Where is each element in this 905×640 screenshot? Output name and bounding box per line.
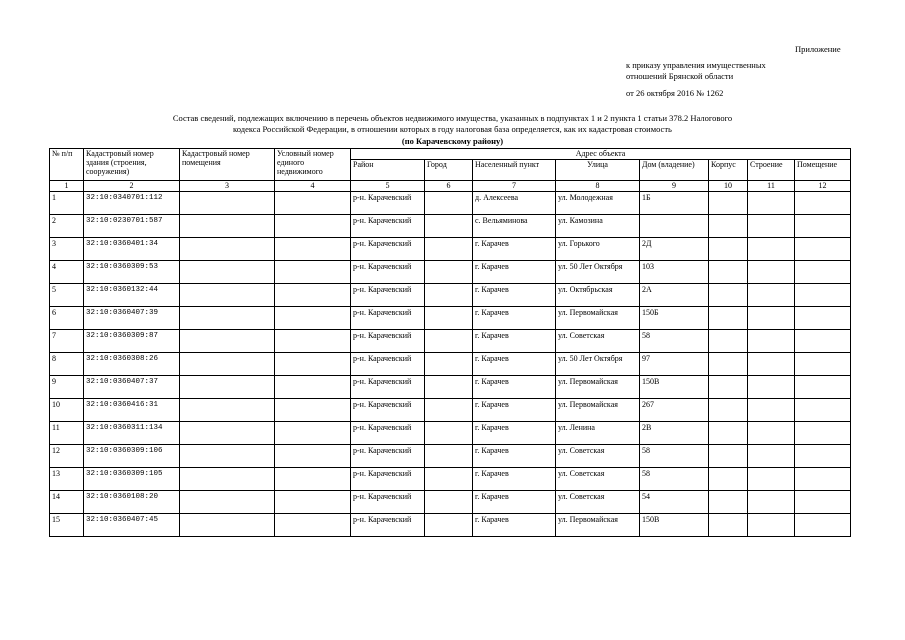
cell-city	[425, 261, 473, 284]
cell-street: ул. Молодежная	[556, 192, 640, 215]
cell-conditional-number	[275, 238, 351, 261]
column-number: 6	[425, 181, 473, 192]
property-table	[49, 148, 851, 537]
cell-cadastral-room	[180, 399, 275, 422]
cell-city	[425, 422, 473, 445]
cell-house: 58	[640, 445, 709, 468]
cell-building	[748, 468, 795, 491]
cell-locality: г. Карачев	[473, 376, 556, 399]
cell-korpus	[709, 261, 748, 284]
cell-korpus	[709, 284, 748, 307]
cell-row-number: 9	[50, 376, 84, 399]
cell-house: 58	[640, 468, 709, 491]
cell-building	[748, 445, 795, 468]
cell-cadastral-room	[180, 491, 275, 514]
cell-district: р-н. Карачевский	[351, 468, 425, 491]
cell-room	[795, 422, 851, 445]
cell-locality: г. Карачев	[473, 353, 556, 376]
header-korpus: Корпус	[709, 160, 748, 181]
cell-conditional-number	[275, 284, 351, 307]
cell-row-number: 4	[50, 261, 84, 284]
cell-district: р-н. Карачевский	[351, 261, 425, 284]
table-row	[50, 468, 851, 491]
cell-locality: д. Алексеева	[473, 192, 556, 215]
cell-conditional-number	[275, 330, 351, 353]
document-title-line2: кодекса Российской Федерации, в отношении которых в году налоговая база определяется, как их кадастровая стоимость	[233, 124, 672, 134]
cell-city	[425, 215, 473, 238]
order-reference-line2: отношений Брянской области	[626, 71, 734, 81]
cell-cadastral-room	[180, 376, 275, 399]
cell-street: ул. Первомайская	[556, 399, 640, 422]
cell-cadastral-building: 32:10:0360407:37	[84, 376, 180, 399]
cell-street: ул. 50 Лет Октября	[556, 353, 640, 376]
cell-conditional-number	[275, 215, 351, 238]
cell-row-number: 1	[50, 192, 84, 215]
cell-room	[795, 399, 851, 422]
table-row	[50, 330, 851, 353]
cell-locality: г. Карачев	[473, 445, 556, 468]
cell-room	[795, 238, 851, 261]
cell-korpus	[709, 307, 748, 330]
cell-house: 267	[640, 399, 709, 422]
column-number: 11	[748, 181, 795, 192]
cell-row-number: 10	[50, 399, 84, 422]
cell-cadastral-building: 32:10:0360132:44	[84, 284, 180, 307]
cell-street: ул. Первомайская	[556, 376, 640, 399]
cell-cadastral-building: 32:10:0230701:587	[84, 215, 180, 238]
cell-house: 58	[640, 330, 709, 353]
cell-street: ул. Горького	[556, 238, 640, 261]
cell-cadastral-building: 32:10:0360108:20	[84, 491, 180, 514]
cell-room	[795, 468, 851, 491]
cell-room	[795, 330, 851, 353]
cell-korpus	[709, 399, 748, 422]
cell-city	[425, 376, 473, 399]
header-locality: Населенный пункт	[473, 160, 556, 181]
cell-room	[795, 192, 851, 215]
cell-cadastral-building: 32:10:0360401:34	[84, 238, 180, 261]
cell-row-number: 3	[50, 238, 84, 261]
cell-street: ул. Советская	[556, 468, 640, 491]
cell-locality: с. Вельяминова	[473, 215, 556, 238]
header-address: Адрес объекта	[351, 149, 851, 160]
cell-district: р-н. Карачевский	[351, 514, 425, 537]
cell-cadastral-room	[180, 422, 275, 445]
cell-locality: г. Карачев	[473, 284, 556, 307]
cell-row-number: 8	[50, 353, 84, 376]
cell-cadastral-room	[180, 192, 275, 215]
cell-room	[795, 215, 851, 238]
cell-cadastral-building: 32:10:0360309:87	[84, 330, 180, 353]
cell-district: р-н. Карачевский	[351, 422, 425, 445]
cell-conditional-number	[275, 376, 351, 399]
cell-cadastral-building: 32:10:0360308:26	[84, 353, 180, 376]
order-date-line: от 26 октября 2016 № 1262	[626, 88, 724, 98]
cell-cadastral-room	[180, 307, 275, 330]
header-num: № п/п	[50, 149, 84, 181]
table-row	[50, 284, 851, 307]
cell-row-number: 2	[50, 215, 84, 238]
cell-korpus	[709, 353, 748, 376]
cell-district: р-н. Карачевский	[351, 215, 425, 238]
cell-city	[425, 514, 473, 537]
cell-district: р-н. Карачевский	[351, 284, 425, 307]
cell-building	[748, 399, 795, 422]
table-row	[50, 238, 851, 261]
cell-room	[795, 284, 851, 307]
cell-street: ул. 50 Лет Октября	[556, 261, 640, 284]
cell-street: ул. Камозина	[556, 215, 640, 238]
cell-row-number: 5	[50, 284, 84, 307]
cell-locality: г. Карачев	[473, 307, 556, 330]
cell-house: 150В	[640, 376, 709, 399]
table-row	[50, 491, 851, 514]
cell-korpus	[709, 491, 748, 514]
column-number: 2	[84, 181, 180, 192]
cell-city	[425, 238, 473, 261]
cell-korpus	[709, 192, 748, 215]
cell-korpus	[709, 330, 748, 353]
column-number: 5	[351, 181, 425, 192]
cell-district: р-н. Карачевский	[351, 353, 425, 376]
cell-house: 150В	[640, 514, 709, 537]
cell-building	[748, 422, 795, 445]
cell-house	[640, 215, 709, 238]
cell-city	[425, 307, 473, 330]
cell-district: р-н. Карачевский	[351, 238, 425, 261]
cell-korpus	[709, 514, 748, 537]
cell-house: 1Б	[640, 192, 709, 215]
cell-locality: г. Карачев	[473, 468, 556, 491]
header-building: Строение	[748, 160, 795, 181]
cell-house: 2А	[640, 284, 709, 307]
cell-house: 54	[640, 491, 709, 514]
column-number-row	[50, 181, 851, 192]
cell-cadastral-building: 32:10:0360416:31	[84, 399, 180, 422]
cell-building	[748, 215, 795, 238]
appendix-label: Приложение	[795, 44, 841, 54]
cell-building	[748, 192, 795, 215]
cell-city	[425, 445, 473, 468]
cell-building	[748, 238, 795, 261]
cell-city	[425, 468, 473, 491]
cell-cadastral-building: 32:10:0360407:39	[84, 307, 180, 330]
cell-room	[795, 491, 851, 514]
cell-district: р-н. Карачевский	[351, 399, 425, 422]
table-row	[50, 261, 851, 284]
cell-conditional-number	[275, 261, 351, 284]
column-number: 9	[640, 181, 709, 192]
cell-street: ул. Советская	[556, 491, 640, 514]
cell-cadastral-building: 32:10:0360407:45	[84, 514, 180, 537]
cell-room	[795, 307, 851, 330]
table-row	[50, 422, 851, 445]
table-row	[50, 376, 851, 399]
header-district: Район	[351, 160, 425, 181]
cell-room	[795, 514, 851, 537]
cell-cadastral-room	[180, 514, 275, 537]
cell-conditional-number	[275, 491, 351, 514]
table-row	[50, 307, 851, 330]
cell-cadastral-building: 32:10:0360309:106	[84, 445, 180, 468]
header-street: Улица	[556, 160, 640, 181]
cell-row-number: 7	[50, 330, 84, 353]
cell-korpus	[709, 238, 748, 261]
table-row	[50, 353, 851, 376]
cell-row-number: 14	[50, 491, 84, 514]
column-number: 4	[275, 181, 351, 192]
cell-building	[748, 514, 795, 537]
cell-korpus	[709, 422, 748, 445]
cell-locality: г. Карачев	[473, 491, 556, 514]
cell-locality: г. Карачев	[473, 514, 556, 537]
cell-cadastral-room	[180, 330, 275, 353]
cell-street: ул. Ленина	[556, 422, 640, 445]
cell-house: 2В	[640, 422, 709, 445]
cell-cadastral-room	[180, 353, 275, 376]
cell-house: 103	[640, 261, 709, 284]
header-city: Город	[425, 160, 473, 181]
cell-cadastral-room	[180, 238, 275, 261]
cell-building	[748, 353, 795, 376]
cell-conditional-number	[275, 445, 351, 468]
document-title-district: (по Карачевскому району)	[401, 136, 504, 146]
cell-street: ул. Первомайская	[556, 307, 640, 330]
table-row	[50, 192, 851, 215]
cell-conditional-number	[275, 422, 351, 445]
cell-house: 97	[640, 353, 709, 376]
column-number: 12	[795, 181, 851, 192]
cell-street: ул. Советская	[556, 330, 640, 353]
cell-conditional-number	[275, 192, 351, 215]
cell-building	[748, 330, 795, 353]
cell-district: р-н. Карачевский	[351, 491, 425, 514]
cell-cadastral-building: 32:10:0340701:112	[84, 192, 180, 215]
cell-district: р-н. Карачевский	[351, 445, 425, 468]
cell-locality: г. Карачев	[473, 422, 556, 445]
cell-city	[425, 491, 473, 514]
cell-cadastral-building: 32:10:0360309:53	[84, 261, 180, 284]
cell-cadastral-building: 32:10:0360309:105	[84, 468, 180, 491]
cell-cadastral-room	[180, 468, 275, 491]
cell-row-number: 13	[50, 468, 84, 491]
cell-street: ул. Первомайская	[556, 514, 640, 537]
cell-room	[795, 261, 851, 284]
cell-building	[748, 376, 795, 399]
cell-cadastral-room	[180, 284, 275, 307]
cell-street: ул. Советская	[556, 445, 640, 468]
column-number: 1	[50, 181, 84, 192]
header-room: Помещение	[795, 160, 851, 181]
order-reference-line1: к приказу управления имущественных	[626, 60, 766, 70]
cell-house: 150Б	[640, 307, 709, 330]
cell-locality: г. Карачев	[473, 399, 556, 422]
cell-city	[425, 192, 473, 215]
cell-conditional-number	[275, 399, 351, 422]
header-cadastral-building: Кадастровый номер здания (строения, сооружения)	[84, 149, 180, 181]
table-row	[50, 399, 851, 422]
cell-building	[748, 307, 795, 330]
column-number: 10	[709, 181, 748, 192]
cell-korpus	[709, 445, 748, 468]
cell-korpus	[709, 468, 748, 491]
cell-district: р-н. Карачевский	[351, 376, 425, 399]
column-number: 8	[556, 181, 640, 192]
cell-row-number: 15	[50, 514, 84, 537]
cell-row-number: 12	[50, 445, 84, 468]
cell-city	[425, 330, 473, 353]
cell-house: 2Д	[640, 238, 709, 261]
header-cadastral-room: Кадастровый номер помещения	[180, 149, 275, 181]
cell-building	[748, 491, 795, 514]
cell-city	[425, 284, 473, 307]
cell-district: р-н. Карачевский	[351, 330, 425, 353]
cell-cadastral-building: 32:10:0360311:134	[84, 422, 180, 445]
cell-room	[795, 445, 851, 468]
cell-conditional-number	[275, 353, 351, 376]
cell-street: ул. Октябрьская	[556, 284, 640, 307]
cell-cadastral-room	[180, 445, 275, 468]
table-row	[50, 445, 851, 468]
column-number: 3	[180, 181, 275, 192]
table-body	[50, 192, 851, 537]
cell-cadastral-room	[180, 261, 275, 284]
header-house: Дом (владение)	[640, 160, 709, 181]
cell-district: р-н. Карачевский	[351, 307, 425, 330]
cell-locality: г. Карачев	[473, 238, 556, 261]
cell-korpus	[709, 215, 748, 238]
cell-city	[425, 399, 473, 422]
cell-conditional-number	[275, 307, 351, 330]
table-row	[50, 215, 851, 238]
cell-conditional-number	[275, 514, 351, 537]
header-conditional-number: Условный номер единого недвижимого	[275, 149, 351, 181]
cell-row-number: 6	[50, 307, 84, 330]
cell-city	[425, 353, 473, 376]
cell-korpus	[709, 376, 748, 399]
cell-locality: г. Карачев	[473, 261, 556, 284]
cell-room	[795, 376, 851, 399]
document-title-line1: Состав сведений, подлежащих включению в перечень объектов недвижимого имущества, указанных в подпунктах 1 и 2 пункта 1 статьи 378.2 Налогового	[172, 113, 733, 123]
cell-row-number: 11	[50, 422, 84, 445]
table-row	[50, 514, 851, 537]
cell-building	[748, 261, 795, 284]
cell-cadastral-room	[180, 215, 275, 238]
cell-locality: г. Карачев	[473, 330, 556, 353]
cell-conditional-number	[275, 468, 351, 491]
column-number: 7	[473, 181, 556, 192]
cell-district: р-н. Карачевский	[351, 192, 425, 215]
cell-room	[795, 353, 851, 376]
cell-building	[748, 284, 795, 307]
